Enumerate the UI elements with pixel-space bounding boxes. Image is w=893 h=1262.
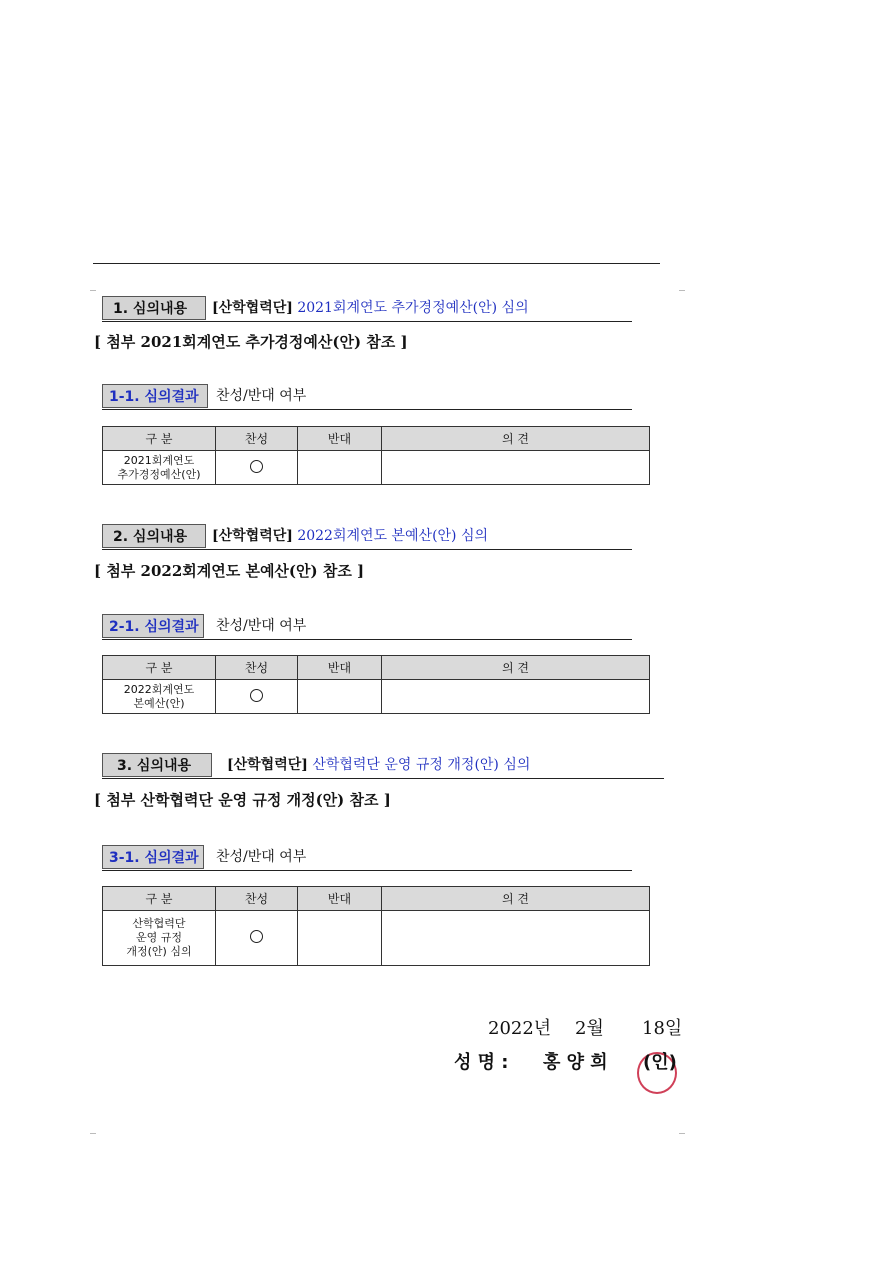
crop-mark <box>90 290 96 291</box>
section-3-result-rule <box>102 870 632 871</box>
header-approve: 찬성 <box>216 887 298 911</box>
circle-mark-icon <box>250 460 263 473</box>
approve-cell[interactable] <box>216 451 298 485</box>
signature-label: 성 명 : <box>454 1052 509 1073</box>
section-2-result-text: 찬성/반대 여부 <box>216 618 307 634</box>
section-3-result-text: 찬성/반대 여부 <box>216 849 307 865</box>
category-cell <box>103 680 216 714</box>
category-line: 2021회계연도 <box>123 453 195 467</box>
section-1-vote-table <box>102 426 650 485</box>
section-1-result-label: 1-1. 심의결과 <box>102 384 208 408</box>
table-row <box>103 680 650 714</box>
section-2-result-rule <box>102 639 632 640</box>
opinion-cell[interactable] <box>382 680 650 714</box>
category-line: 본예산(안) <box>133 696 185 710</box>
section-2-label: 2. 심의내용 <box>102 524 206 548</box>
section-1-result-header <box>102 384 632 410</box>
section-2-org: [산학협력단] <box>212 528 293 544</box>
section-1-reference: [ 첨부 2021회계연도 추가경정예산(안) 참조 ] <box>94 333 408 351</box>
section-1-result-text: 찬성/반대 여부 <box>216 388 307 404</box>
section-3-rule <box>102 778 664 779</box>
section-3-reference: [ 첨부 산학협력단 운영 규정 개정(안) 참조 ] <box>94 791 391 809</box>
table-header-row <box>103 427 650 451</box>
circle-mark-icon <box>250 930 263 943</box>
header-oppose: 반대 <box>298 887 382 911</box>
approve-cell[interactable] <box>216 680 298 714</box>
category-line: 2022회계연도 <box>123 682 195 696</box>
crop-mark <box>90 1133 96 1134</box>
section-1-org: [산학협력단] <box>212 300 293 316</box>
header-oppose: 반대 <box>298 427 382 451</box>
approve-cell[interactable] <box>216 911 298 966</box>
oppose-cell[interactable] <box>298 451 382 485</box>
category-line: 추가경정예산(안) <box>117 467 201 481</box>
section-2-title <box>212 524 488 548</box>
section-3-subject: 산학협력단 운영 규정 개정(안) 심의 <box>312 757 531 773</box>
section-1-result-rule <box>102 409 632 410</box>
table-row <box>103 451 650 485</box>
header-opinion: 의 견 <box>382 656 650 680</box>
section-1-title <box>212 296 529 320</box>
top-rule <box>93 263 660 264</box>
date-day: 18일 <box>642 1018 683 1039</box>
section-3-title <box>227 753 530 777</box>
table-row <box>103 911 650 966</box>
header-category: 구 분 <box>103 887 216 911</box>
signature-name: 홍 양 희 <box>543 1052 608 1073</box>
opinion-cell[interactable] <box>382 911 650 966</box>
signature-seal-text: (인) <box>643 1052 677 1073</box>
date-year: 2022년 <box>488 1018 552 1039</box>
section-2-vote-table <box>102 655 650 714</box>
section-2-subject: 2022회계연도 본예산(안) 심의 <box>297 528 489 544</box>
category-cell <box>103 911 216 966</box>
section-3-label: 3. 심의내용 <box>102 753 212 777</box>
section-1-subject: 2021회계연도 추가경정예산(안) 심의 <box>297 300 529 316</box>
oppose-cell[interactable] <box>298 680 382 714</box>
crop-mark <box>679 1133 685 1134</box>
header-oppose: 반대 <box>298 656 382 680</box>
oppose-cell[interactable] <box>298 911 382 966</box>
section-3-result-label: 3-1. 심의결과 <box>102 845 204 869</box>
table-header-row <box>103 887 650 911</box>
header-opinion: 의 견 <box>382 427 650 451</box>
circle-mark-icon <box>250 689 263 702</box>
section-3-result-header <box>102 845 632 871</box>
section-2-result-label: 2-1. 심의결과 <box>102 614 204 638</box>
header-opinion: 의 견 <box>382 887 650 911</box>
section-2-rule <box>102 549 632 550</box>
header-approve: 찬성 <box>216 656 298 680</box>
section-1-rule <box>102 321 632 322</box>
category-line: 산학협력단 <box>132 917 186 930</box>
category-cell <box>103 451 216 485</box>
header-category: 구 분 <box>103 427 216 451</box>
section-2-result-header <box>102 614 632 640</box>
section-3-org: [산학협력단] <box>227 757 308 773</box>
section-1-label: 1. 심의내용 <box>102 296 206 320</box>
date-month: 2월 <box>575 1018 604 1039</box>
opinion-cell[interactable] <box>382 451 650 485</box>
header-category: 구 분 <box>103 656 216 680</box>
section-2-reference: [ 첨부 2022회계연도 본예산(안) 참조 ] <box>94 562 365 580</box>
section-1-header <box>102 296 632 322</box>
category-line: 운영 규정 <box>135 931 182 944</box>
crop-mark <box>679 290 685 291</box>
section-3-header <box>102 753 664 779</box>
section-2-header <box>102 524 632 550</box>
category-line: 개정(안) 심의 <box>126 945 192 958</box>
table-header-row <box>103 656 650 680</box>
section-3-vote-table <box>102 886 650 966</box>
header-approve: 찬성 <box>216 427 298 451</box>
